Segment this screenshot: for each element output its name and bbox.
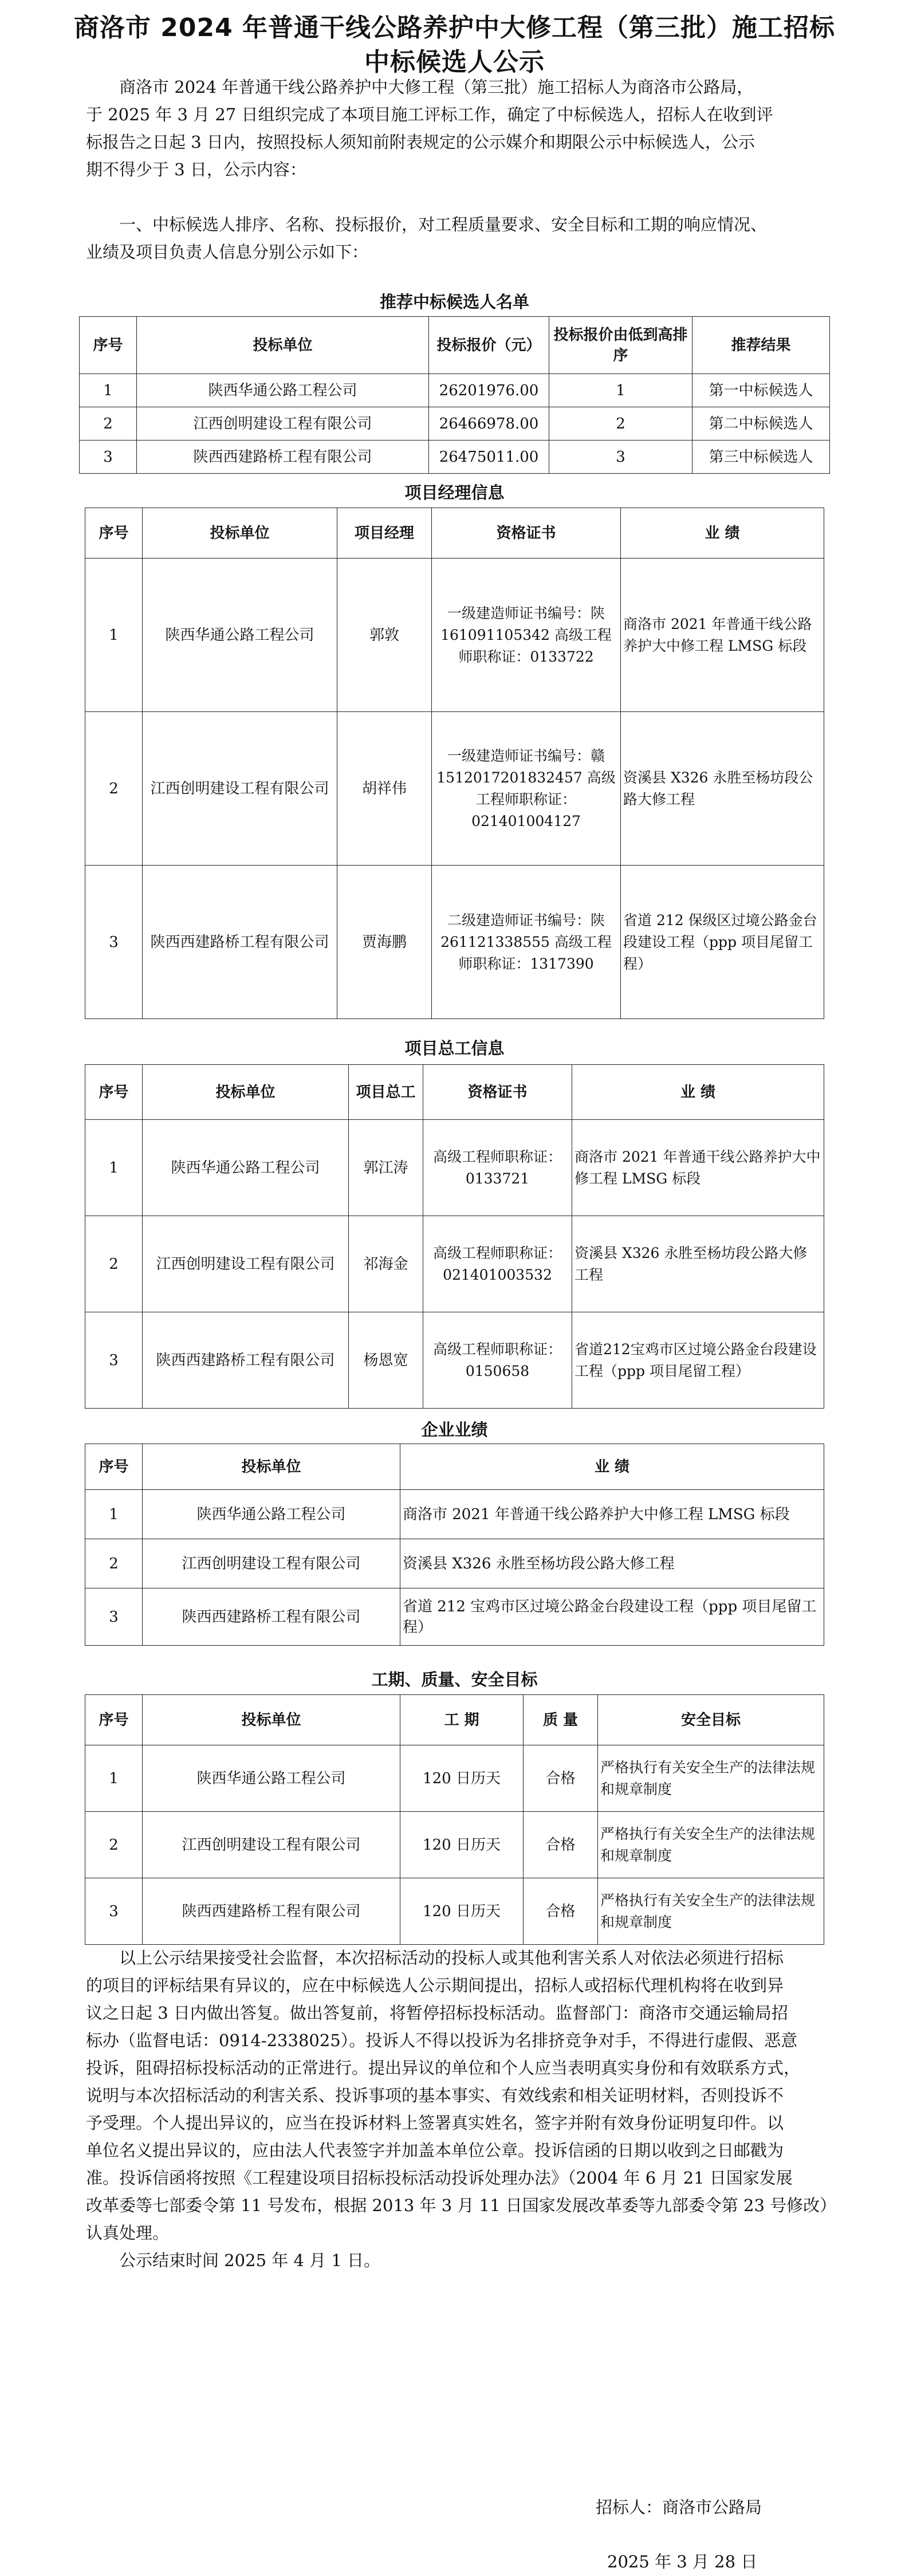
table-cell: 26201976.00 (429, 374, 549, 407)
signature-date: 2025 年 3 月 28 日 (607, 2552, 758, 2571)
table-cell: 1 (85, 559, 143, 712)
closing-line: 准。投诉信函将按照《工程建设项目招标投标活动投诉处理办法》（2004 年 6 月 21 日国家发展 (86, 2168, 793, 2188)
table-cell: 陕西西建路桥工程有限公司 (143, 1878, 400, 1945)
header-cell: 投标报价（元） (429, 317, 549, 374)
table3-caption: 项目总工信息 (404, 1039, 505, 1058)
table-cell: 胡祥伟 (337, 712, 432, 866)
closing-paragraph (86, 1944, 837, 2274)
table-cell: 商洛市 2021 年普通干线公路养护大中修工程 LMSG 标段 (621, 559, 824, 712)
intro-line: 于 2025 年 3 月 27 日组织完成了本项目施工评标工作，确定了中标候选人，招标人在收到评 (86, 105, 773, 124)
table-row (80, 407, 830, 441)
table-cell: 高级工程师职称证：021401003532 (423, 1216, 572, 1312)
table-cell: 江西创明建设工程有限公司 (143, 1216, 349, 1312)
table-cell: 郭江涛 (349, 1120, 423, 1216)
section-line: 业绩及项目负责人信息分别公示如下： (86, 242, 369, 262)
closing-line: 的项目的评标结果有异议的，应在中标候选人公示期间提出，招标人或招标代理机构将在收到异 (86, 1976, 784, 1995)
table-cell: 合格 (524, 1812, 598, 1878)
closing-line: 以上公示结果接受社会监督，本次招标活动的投标人或其他利害关系人对依法必须进行招标 (119, 1948, 784, 1968)
table-row (80, 441, 830, 474)
table4-caption: 企业业绩 (421, 1420, 488, 1440)
header-cell: 序号 (85, 508, 143, 559)
table-cell: 省道 212 宝鸡市区过境公路金台段建设工程（ppp 项目尾留工程） (400, 1588, 824, 1646)
intro-paragraph (86, 73, 828, 183)
table-cell: 高级工程师职称证：0133721 (423, 1120, 572, 1216)
table-cell: 江西创明建设工程有限公司 (143, 1812, 400, 1878)
table-cell: 陕西华通公路工程公司 (143, 559, 337, 712)
table-cell: 26475011.00 (429, 441, 549, 474)
closing-line: 说明与本次招标活动的利害关系、投诉事项的基本事实、有效线索和相关证明材料，否则投诉不 (86, 2086, 784, 2105)
closing-line: 认真处理。 (86, 2223, 170, 2243)
table-cell: 3 (85, 1878, 143, 1945)
table-cell: 资溪县 X326 永胜至杨坊段公路大修工程 (400, 1539, 824, 1588)
table-row (85, 1745, 824, 1812)
table-cell: 江西创明建设工程有限公司 (143, 1539, 400, 1588)
chief-engineer-table (85, 1064, 824, 1409)
closing-line: 标办（监督电话：0914-2338025）。投诉人不得以投诉为名排挤竞争对手，不得进行虚假、恶意 (86, 2031, 798, 2050)
table-row (85, 559, 824, 712)
project-manager-table (85, 508, 824, 1019)
closing-line: 议之日起 3 日内做出答复。做出答复前，将暂停招标投标活动。监督部门：商洛市交通运输局招 (86, 2003, 788, 2023)
table-cell: 2 (80, 407, 137, 441)
section-line: 一、中标候选人排序、名称、投标报价，对工程质量要求、安全目标和工期的响应情况、 (119, 215, 768, 234)
header-cell: 质 量 (524, 1695, 598, 1745)
table-cell: 1 (85, 1120, 143, 1216)
header-cell: 项目经理 (337, 508, 432, 559)
table-row (85, 866, 824, 1019)
table-cell: 江西创明建设工程有限公司 (143, 712, 337, 866)
closing-line: 予受理。个人提出异议的，应当在投诉材料上签署真实姓名，签字并附有效身份证明复印件。以 (86, 2113, 784, 2133)
table-cell: 1 (549, 374, 692, 407)
closing-line: 改革委等七部委令第 11 号发布，根据 2013 年 3 月 11 日国家发展改革委等九部委令第 23 号修改） (86, 2196, 837, 2215)
table-cell: 资溪县 X326 永胜至杨坊段公路大修工程 (621, 712, 824, 866)
table-row (85, 1812, 824, 1878)
header-cell: 序号 (85, 1065, 143, 1120)
header-cell: 资格证书 (432, 508, 621, 559)
table-cell: 陕西华通公路工程公司 (137, 374, 429, 407)
table-cell: 严格执行有关安全生产的法律法规和规章制度 (598, 1812, 824, 1878)
header-cell: 投标单位 (143, 1695, 400, 1745)
header-cell: 投标单位 (143, 508, 337, 559)
table-cell: 二级建造师证书编号：陕 261121338555 高级工程师职称证：1317390 (432, 866, 621, 1019)
table-cell: 郭敦 (337, 559, 432, 712)
table-header-row (85, 1065, 824, 1120)
table-cell: 江西创明建设工程有限公司 (137, 407, 429, 441)
header-cell: 序号 (85, 1695, 143, 1745)
document-title: 商洛市 2024 年普通干线公路养护中大修工程（第三批）施工招标 (73, 13, 836, 42)
table-cell: 贾海鹏 (337, 866, 432, 1019)
table-cell: 合格 (524, 1878, 598, 1945)
header-cell: 投标报价由低到高排序 (549, 317, 692, 374)
table-cell: 陕西华通公路工程公司 (143, 1490, 400, 1539)
table-cell: 2 (85, 1539, 143, 1588)
closing-line: 单位名义提出异议的，应由法人代表签字并加盖本单位公章。投诉信函的日期以收到之日邮戳为 (86, 2141, 784, 2160)
table-cell: 合格 (524, 1745, 598, 1812)
header-cell: 资格证书 (423, 1065, 572, 1120)
table-cell: 资溪县 X326 永胜至杨坊段公路大修工程 (572, 1216, 824, 1312)
table-cell: 陕西西建路桥工程有限公司 (143, 1588, 400, 1646)
table-cell: 严格执行有关安全生产的法律法规和规章制度 (598, 1878, 824, 1945)
table-header-row (85, 508, 824, 559)
header-cell: 推荐结果 (692, 317, 830, 374)
table-cell: 陕西西建路桥工程有限公司 (137, 441, 429, 474)
header-cell: 序号 (80, 317, 137, 374)
table-row (85, 1216, 824, 1312)
table-cell: 3 (85, 866, 143, 1019)
header-cell: 序号 (85, 1444, 143, 1490)
table-cell: 2 (85, 1812, 143, 1878)
table-cell: 陕西西建路桥工程有限公司 (143, 866, 337, 1019)
header-cell: 工 期 (400, 1695, 524, 1745)
table-cell: 2 (85, 712, 143, 866)
header-cell: 投标单位 (143, 1444, 400, 1490)
table5-caption: 工期、质量、安全目标 (371, 1670, 538, 1689)
table-row (85, 1312, 824, 1409)
intro-line: 标报告之日起 3 日内，按照投标人须知前附表规定的公示媒介和期限公示中标候选人，公示 (86, 132, 755, 152)
table-row (85, 712, 824, 866)
table-cell: 第二中标候选人 (692, 407, 830, 441)
table-cell: 陕西西建路桥工程有限公司 (143, 1312, 349, 1409)
table-cell: 120 日历天 (400, 1745, 524, 1812)
section-1-paragraph (86, 211, 828, 266)
signer: 招标人：商洛市公路局 (596, 2498, 762, 2517)
table-header-row (80, 317, 830, 374)
table-cell: 3 (85, 1588, 143, 1646)
table-cell: 3 (85, 1312, 143, 1409)
table-row (85, 1878, 824, 1945)
table-cell: 祁海金 (349, 1216, 423, 1312)
table-cell: 杨恩宽 (349, 1312, 423, 1409)
header-cell: 业 绩 (621, 508, 824, 559)
closing-line: 投诉，阻碍招标投标活动的正常进行。提出异议的单位和个人应当表明真实身份和有效联系方式， (86, 2058, 801, 2078)
table-cell: 1 (85, 1745, 143, 1812)
table-row (85, 1490, 824, 1539)
table-cell: 第三中标候选人 (692, 441, 830, 474)
table-cell: 一级建造师证书编号：赣 1512017201832457 高级工程师职称证：021401004127 (432, 712, 621, 866)
header-cell: 项目总工 (349, 1065, 423, 1120)
header-cell: 投标单位 (137, 317, 429, 374)
announcement-end-time: 公示结束时间 2025 年 4 月 1 日。 (119, 2251, 381, 2270)
table-cell: 陕西华通公路工程公司 (143, 1745, 400, 1812)
header-cell: 业 绩 (572, 1065, 824, 1120)
intro-line: 商洛市 2024 年普通干线公路养护中大修工程（第三批）施工招标人为商洛市公路局， (119, 77, 754, 97)
table-cell: 3 (80, 441, 137, 474)
table-cell: 120 日历天 (400, 1812, 524, 1878)
table-cell: 26466978.00 (429, 407, 549, 441)
table-row (85, 1588, 824, 1646)
table-cell: 120 日历天 (400, 1878, 524, 1945)
table-cell: 省道212宝鸡市区过境公路金台段建设工程（ppp 项目尾留工程） (572, 1312, 824, 1409)
schedule-quality-safety-table (85, 1694, 824, 1945)
intro-line: 期不得少于 3 日，公示内容： (86, 160, 306, 179)
table-cell: 商洛市 2021 年普通干线公路养护大中修工程 LMSG 标段 (400, 1490, 824, 1539)
table-cell: 高级工程师职称证：0150658 (423, 1312, 572, 1409)
header-cell: 投标单位 (143, 1065, 349, 1120)
header-cell: 安全目标 (598, 1695, 824, 1745)
table-cell: 2 (85, 1216, 143, 1312)
table-row (85, 1120, 824, 1216)
table-cell: 省道 212 保级区过境公路金台段建设工程（ppp 项目尾留工程） (621, 866, 824, 1019)
table-cell: 1 (85, 1490, 143, 1539)
table-cell: 第一中标候选人 (692, 374, 830, 407)
candidate-table (79, 316, 830, 474)
table-cell: 商洛市 2021 年普通干线公路养护大中修工程 LMSG 标段 (572, 1120, 824, 1216)
header-cell: 业 绩 (400, 1444, 824, 1490)
table2-caption: 项目经理信息 (404, 483, 505, 502)
table-cell: 1 (80, 374, 137, 407)
table-cell: 2 (549, 407, 692, 441)
table-header-row (85, 1695, 824, 1745)
table-row (85, 1539, 824, 1588)
table1-caption: 推荐中标候选人名单 (379, 292, 529, 312)
enterprise-performance-table (85, 1444, 824, 1646)
table-cell: 3 (549, 441, 692, 474)
document-subtitle: 中标候选人公示 (364, 48, 545, 77)
table-cell: 一级建造师证书编号：陕 161091105342 高级工程师职称证：0133722 (432, 559, 621, 712)
table-cell: 陕西华通公路工程公司 (143, 1120, 349, 1216)
table-header-row (85, 1444, 824, 1490)
table-row (80, 374, 830, 407)
table-cell: 严格执行有关安全生产的法律法规和规章制度 (598, 1745, 824, 1812)
